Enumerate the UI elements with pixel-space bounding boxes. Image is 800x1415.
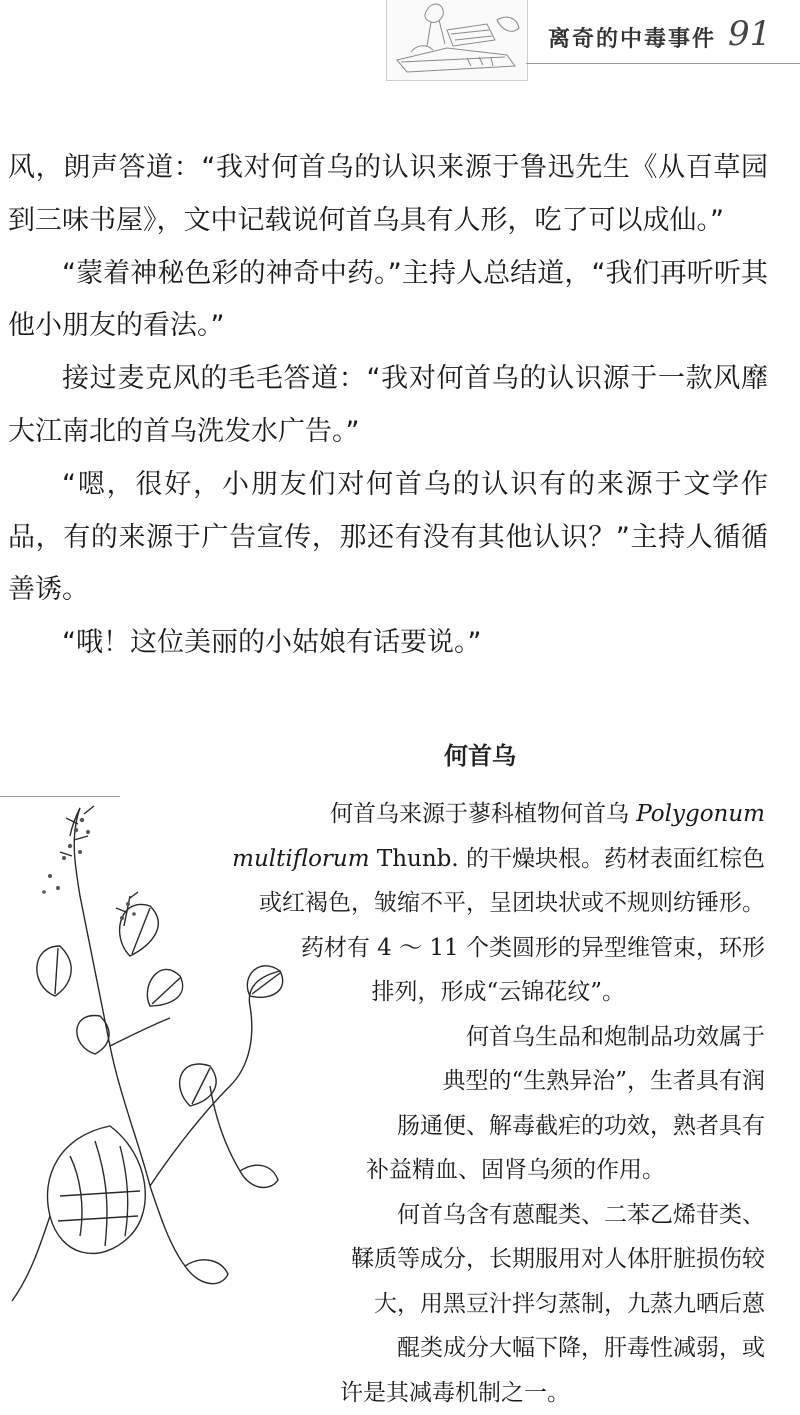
box-line: 鞣质等成分，长期服用对人体肝脏损伤较 <box>190 1237 765 1282</box>
paragraph: “哦！这位美丽的小姑娘有话要说。” <box>8 617 768 670</box>
latin-name: multiflorum <box>232 846 369 872</box>
box-line: 何首乌生品和炮制品功效属于 <box>190 1015 765 1060</box>
paragraph: 接过麦克风的毛毛答道：“我对何首乌的认识源于一款风靡大江南北的首乌洗发水广告。” <box>8 353 768 459</box>
still-life-sketch-icon <box>387 0 527 80</box>
box-text <box>190 792 765 1415</box>
box-line-text: 何首乌来源于蓼科植物何首乌 <box>330 801 636 827</box>
paragraph: “嗯，很好，小朋友们对何首乌的认识有的来源于文学作品，有的来源于广告宣传，那还有没有其他认识？”主持人循循善诱。 <box>8 459 768 617</box>
box-line: 大，用黑豆汁拌匀蒸制，九蒸九晒后蒽 <box>190 1282 765 1327</box>
page-number: 91 <box>728 14 771 54</box>
box-line: 排列，形成“云锦花纹”。 <box>190 970 765 1015</box>
paragraph: 风，朗声答道：“我对何首乌的认识来源于鲁迅先生《从百草园到三味书屋》，文中记载说何首乌具有人形，吃了可以成仙。” <box>8 142 768 248</box>
box-line: 药材有 4 ～ 11 个类圆形的异型维管束，环形 <box>190 926 765 971</box>
box-line <box>190 837 765 882</box>
box-line: 补益精血、固肾乌须的作用。 <box>190 1148 765 1193</box>
paragraph: “蒙着神秘色彩的神奇中药。”主持人总结道，“我们再听听其他小朋友的看法。” <box>8 248 768 354</box>
box-line-text: Thunb. 的干燥块根。药材表面红棕色 <box>370 846 765 872</box>
header-rule <box>526 63 800 64</box>
box-line: 醌类成分大幅下降，肝毒性减弱，或 <box>190 1326 765 1371</box>
box-line: 何首乌含有蒽醌类、二苯乙烯苷类、 <box>190 1193 765 1238</box>
box-line: 肠通便、解毒截疟的功效，熟者具有 <box>190 1104 765 1149</box>
box-line <box>190 792 765 837</box>
box-line: 或红褐色，皱缩不平，呈团块状或不规则纺锤形。 <box>190 881 765 926</box>
running-title: 离奇的中毒事件 <box>548 22 716 53</box>
latin-name: Polygonum <box>636 801 765 827</box>
body-text <box>8 142 768 670</box>
box-title: 何首乌 <box>0 736 800 771</box>
box-line: 许是其减毒机制之一。 <box>190 1371 765 1415</box>
header-still-life-illustration <box>386 0 528 81</box>
box-line: 典型的“生熟异治”，生者具有润 <box>190 1059 765 1104</box>
